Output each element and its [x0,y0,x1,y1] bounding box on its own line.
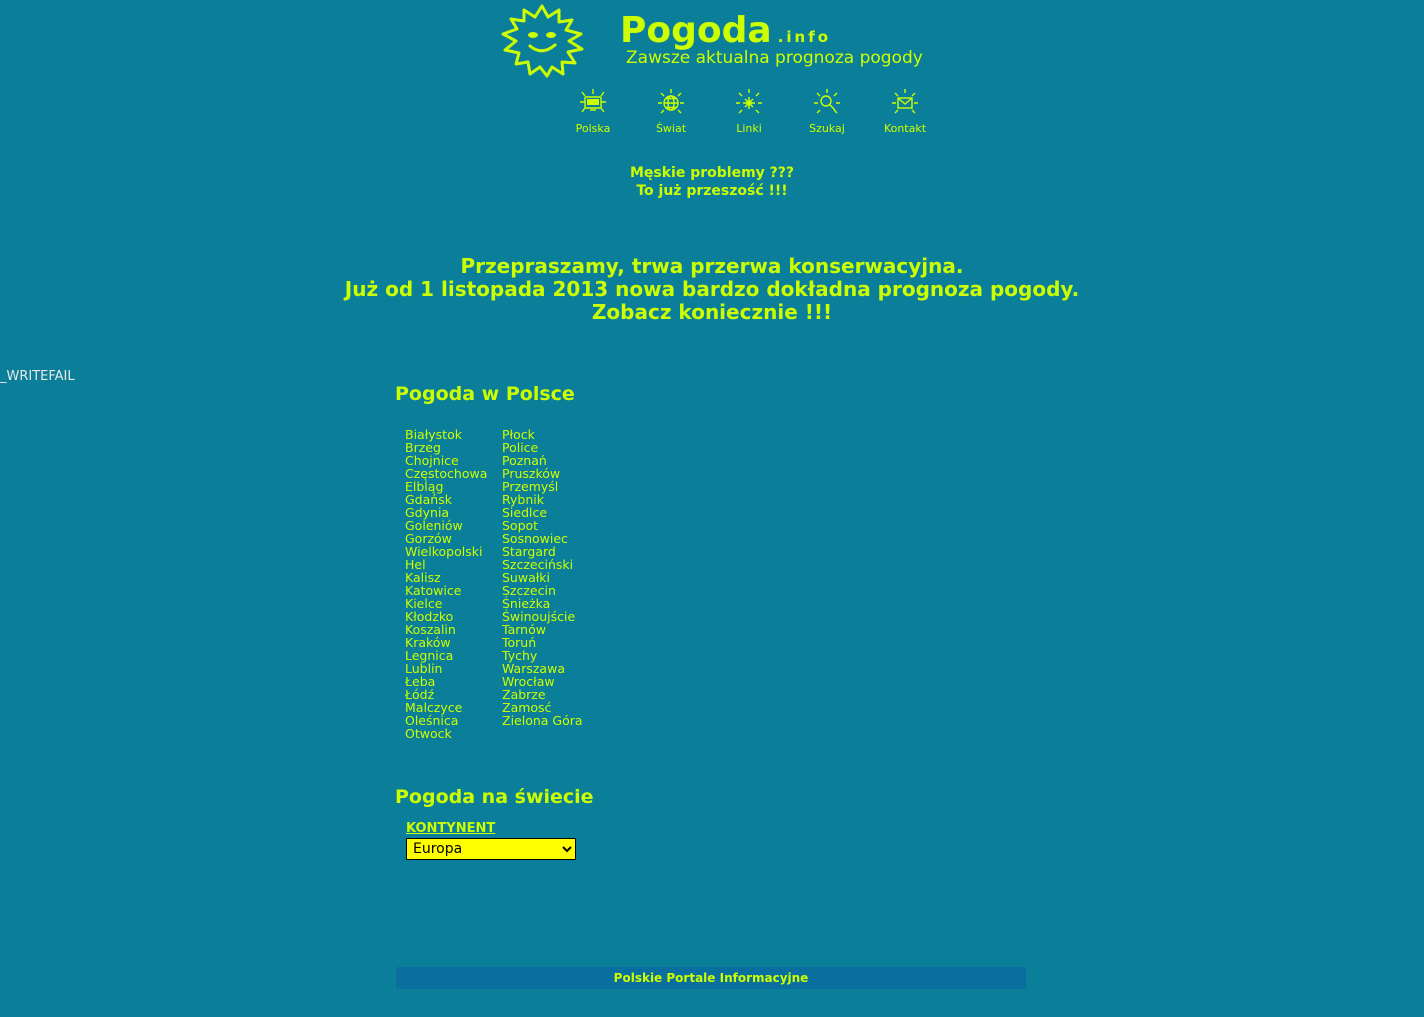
nav-label-szukaj: Szukaj [809,122,845,135]
city-link[interactable]: Śnieżka [502,596,551,611]
city-link[interactable]: Płock [502,427,535,442]
city-link[interactable]: Gdańsk [405,492,452,507]
city-link[interactable]: Otwock [405,726,452,741]
city-link[interactable]: Kalisz [405,570,441,585]
city-list [405,428,599,740]
nav-item-polska[interactable] [565,88,621,135]
city-link[interactable]: Sosnowiec [502,531,568,546]
city-link[interactable]: Suwałki [502,570,551,585]
city-link[interactable]: Poznań [502,453,547,468]
city-link[interactable]: Tarnów [502,622,546,637]
nav-item-linki[interactable] [721,88,777,135]
city-link[interactable]: Łeba [405,674,436,689]
city-link[interactable]: Toruń [502,635,537,650]
city-link[interactable]: Szczeciński [502,557,574,572]
magnifier-icon [799,88,855,120]
city-link[interactable]: Wrocław [502,674,555,689]
nav-label-polska: Polska [575,122,611,135]
nav-item-kontakt[interactable] [877,88,933,135]
city-link[interactable]: Malczyce [405,700,463,715]
notice-line-3: Zobacz koniecznie !!! [591,300,833,324]
promo-line-1: Męskie problemy ??? [629,165,795,181]
brand-suffix: .info [777,28,832,46]
footer-bar [396,967,1026,989]
continent-select-wrapper[interactable] [406,838,576,860]
monitor-icon [565,88,621,120]
brand-title [620,10,831,51]
city-link[interactable]: Katowice [405,583,462,598]
city-column-2 [502,428,599,740]
nav-label-swiat: Świat [655,122,687,135]
maintenance-notice [0,255,1424,324]
continent-label: KONTYNENT [406,821,496,836]
city-link[interactable]: Hel [405,557,426,572]
city-link[interactable]: Warszawa [502,661,565,676]
nav-item-swiat[interactable] [643,88,699,135]
city-link[interactable]: Chojnice [405,453,459,468]
city-link[interactable]: Świnoujście [502,609,576,624]
city-link[interactable]: Goleniów [405,518,463,533]
write-fail-text: _WRITEFAIL [0,369,75,384]
section-title-poland: Pogoda w Polsce [395,383,575,405]
city-link[interactable]: Tychy [502,648,538,663]
city-link[interactable]: Częstochowa [405,466,488,481]
city-link[interactable]: Zabrze [502,687,546,702]
city-link[interactable]: Kielce [405,596,443,611]
notice-line-1: Przepraszamy, trwa przerwa konserwacyjna. [460,254,964,278]
city-link[interactable]: Białystok [405,427,462,442]
envelope-icon [877,88,933,120]
nav-item-szukaj[interactable] [799,88,855,135]
footer-link[interactable]: Polskie Portale Informacyjne [613,971,809,985]
city-link[interactable]: Koszalin [405,622,456,637]
nav-label-kontakt: Kontakt [883,122,927,135]
city-link[interactable]: Siedlce [502,505,548,520]
city-link[interactable]: Sopot [502,518,539,533]
city-link[interactable]: Łódź [405,687,435,702]
city-link[interactable]: Brzeg [405,440,441,455]
brand-slogan: Zawsze aktualna prognoza pogody [626,48,923,68]
city-link[interactable]: Zielona Góra [502,713,583,728]
city-link[interactable]: Kłodzko [405,609,454,624]
city-link[interactable]: Elbląg [405,479,444,494]
city-link[interactable]: Legnica [405,648,454,663]
city-link[interactable]: Pruszków [502,466,561,481]
site-header [0,0,1424,90]
city-link[interactable]: Gdynia [405,505,450,520]
city-link[interactable]: Gorzów [405,531,452,546]
brand-name: Pogoda [620,10,772,51]
city-column-1 [405,428,502,740]
notice-line-2: Już od 1 listopada 2013 nowa bardzo dokładna prognoza pogody. [344,277,1080,301]
section-title-world: Pogoda na świecie [395,786,594,808]
city-link[interactable]: Oleśnica [405,713,459,728]
city-link[interactable]: Wielkopolski [405,544,483,559]
city-link[interactable]: Przemyśl [502,479,559,494]
nav-label-linki: Linki [736,122,762,135]
main-nav [565,88,933,135]
promo-banner[interactable] [0,164,1424,200]
city-link[interactable]: Lublin [405,661,443,676]
continent-select[interactable] [406,838,576,860]
city-link[interactable]: Rybnik [502,492,544,507]
city-link[interactable]: Police [502,440,539,455]
city-link[interactable]: Kraków [405,635,451,650]
city-link[interactable]: Szczecin [502,583,556,598]
city-link[interactable]: Zamosć [502,700,552,715]
links-icon [721,88,777,120]
city-link[interactable]: Stargard [502,544,556,559]
globe-icon [643,88,699,120]
sun-icon [497,2,587,78]
promo-line-2: To już przeszość !!! [636,183,788,199]
